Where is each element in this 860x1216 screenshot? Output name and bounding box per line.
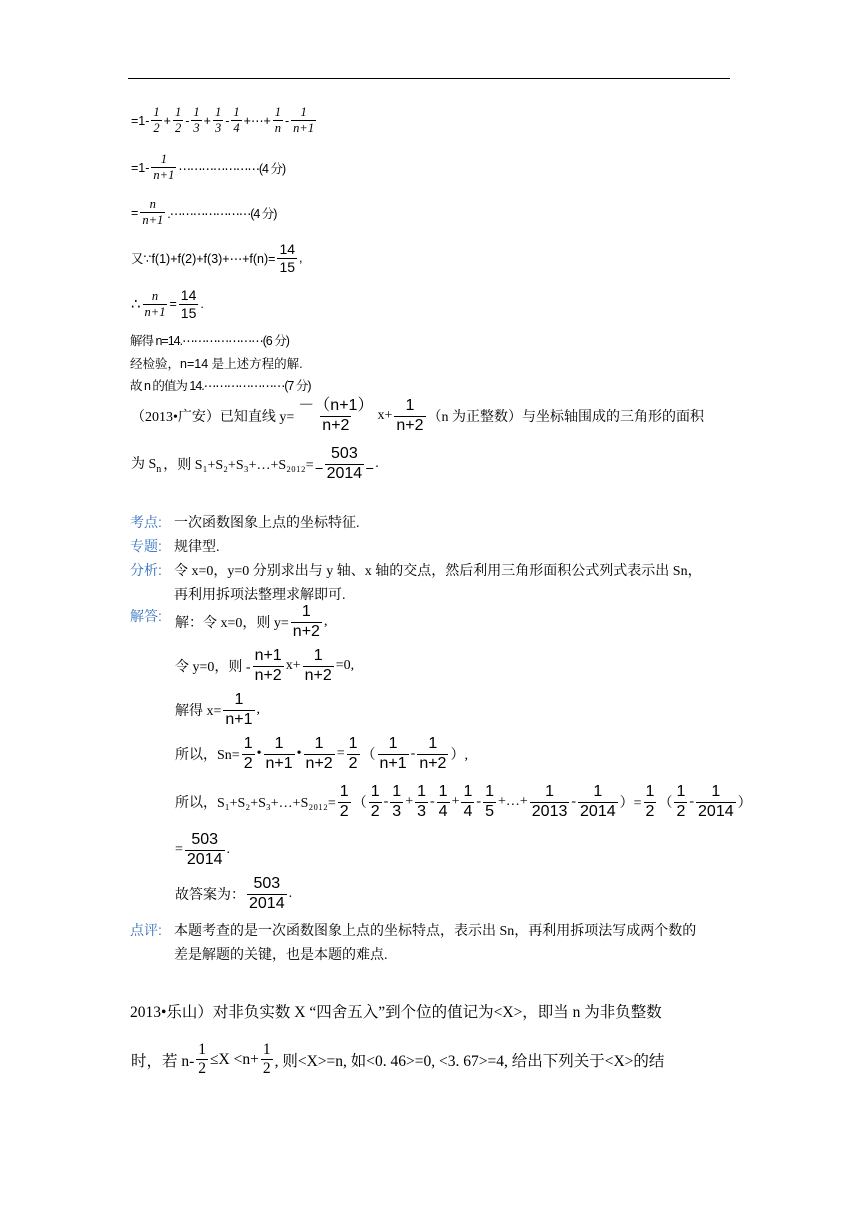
denominator: 4 [463,802,473,820]
math-text: - [285,113,290,128]
fraction [394,398,425,435]
eq-line-6: 解得 n=14.⋯⋯⋯⋯⋯⋯⋯(6 分) [130,334,289,348]
fraction [347,736,360,773]
fraction [261,1042,273,1078]
label-zhuanti: 专题: [130,538,162,554]
math-text: - [383,794,389,810]
denominator: n+2 [305,754,333,772]
math-text: x+ [377,408,393,424]
denominator: 2 [676,802,686,820]
numerator: 1 [198,1041,207,1058]
denominator: 2014 [249,894,285,912]
fraction [578,784,618,821]
fenxi-text-1: 令 x=0，y=0 分别求出与 y 轴、x 轴的交点，然后利用三角形面积公式列式表示出 Sn， [174,564,702,579]
math-text: ）= [619,796,642,812]
next-problem-line-1: 2013•乐山）对非负实数 X “四舍五入”到个位的值记为<X>，即当 n 为非负整数 [130,1004,662,1021]
solution-line-4 [174,736,469,773]
answer-fraction [325,446,365,483]
denominator: n+1 [293,121,315,136]
eq-line-1 [130,106,317,135]
fraction [303,648,334,685]
denominator: n+2 [304,666,332,684]
math-text: 时，若 n- [131,1052,195,1070]
math-text: ）, [450,748,468,764]
numerator: 1 [405,397,415,414]
numerator: 1 [313,647,323,664]
numerator: 14 [180,287,197,303]
math-text: - [410,746,416,762]
fraction [191,106,201,135]
numerator: 14 [279,241,296,257]
math-text: 故答案为： [175,888,245,904]
numerator: 1 [339,783,349,800]
kaodian-text: 一次函数图象上点的坐标特征. [174,516,360,531]
label-kaodian: 考点: [130,514,162,530]
math-text: 解得 x= [175,704,222,720]
denominator: 3 [193,121,200,136]
math-text: =1- [131,113,150,128]
math-text: ，则 S₁+S₂+S₃+…+S₂₀₁₂= [163,458,314,474]
denominator: 2013 [531,802,568,820]
fraction [291,604,322,641]
problem-line-1 [130,398,705,435]
denominator: 2014 [580,802,616,820]
eq-line-5 [130,288,205,320]
math-text: 所以，Sn= [175,748,240,764]
math-text: + [203,113,211,128]
math-text: （ [361,748,376,764]
fraction [231,106,241,135]
numerator: 1 [438,783,448,800]
numerator: 1 [193,105,200,119]
eq-line-3 [130,198,277,227]
solution-line-7 [174,876,293,913]
denominator: 2 [153,121,160,136]
fraction [196,1042,208,1078]
fraction [644,784,657,821]
numerator: 1 [388,735,398,752]
fraction [151,106,161,135]
label-jieda: 解答: [130,608,162,624]
fraction [437,784,450,821]
numerator: 1 [348,735,358,752]
header-rule [128,78,730,79]
denominator: 5 [485,802,494,820]
math-text: （ [658,796,673,812]
numerator: 1 [645,783,655,800]
fraction [253,648,284,685]
math-text: = [336,746,345,762]
math-text: - [571,794,577,810]
numerator: 1 [428,735,438,752]
numerator: 503 [253,875,281,892]
fraction [304,736,335,773]
math-text: ≤X <n+ [210,1050,259,1068]
math-text: - [225,113,230,128]
fraction [277,242,297,274]
numerator: 1 [301,603,311,620]
denominator: 2014 [186,850,223,868]
numerator: 1 [676,783,686,800]
dianping-text-1: 本题考查的是一次函数图象上点的坐标特点，表示出 Sn，再利用拆项法写成两个数的 [174,924,697,939]
solution-line-3 [174,692,261,729]
denominator: 15 [180,304,197,321]
fraction [417,736,448,773]
numerator: n [151,288,159,303]
math-text: =0, [335,658,355,674]
numerator: 1 [153,105,160,119]
math-text: 解：令 x=0，则 y= [175,616,289,632]
numerator: 1 [262,1041,271,1058]
math-text: , [323,614,328,630]
numerator: 1 [160,152,168,166]
numerator: －（n+1） [298,397,374,414]
denominator: 2 [262,1060,271,1078]
fraction [223,692,254,729]
math-text: + [405,794,414,810]
math-text: （2013•广安）已知直线 y= [131,410,295,426]
math-text: - [689,794,695,810]
math-text: , [256,702,261,718]
denominator: n+1 [142,213,164,228]
fraction [415,784,428,821]
denominator: n+1 [225,710,253,728]
denominator: n+2 [322,416,350,434]
numerator: 503 [191,831,219,848]
fraction [291,106,316,135]
denominator: n+1 [265,754,293,772]
eq-line-4 [130,242,304,274]
math-text: = [169,297,177,312]
dianping-text-2: 差是解题的关键，也是本题的难点. [174,948,388,963]
fraction [273,106,283,135]
math-text: + [163,113,171,128]
numerator: 1 [593,783,603,800]
math-text: . [226,842,230,858]
fraction [242,736,255,773]
math-text [316,456,323,472]
math-text: - [430,794,435,810]
solution-line-1 [174,604,328,641]
numerator: 1 [274,735,284,752]
denominator: 2 [370,802,380,820]
numerator: 1 [417,783,426,800]
math-text: 又∵f(1)+f(2)+f(3)+⋯+f(n)= [131,252,276,267]
fraction [338,784,351,821]
denominator: n [274,121,281,136]
fraction [179,288,199,320]
denominator: 15 [279,258,296,275]
numerator: 1 [274,105,281,119]
numerator: 1 [463,783,473,800]
fraction [378,736,409,773]
denominator: 3 [214,121,222,136]
numerator: 1 [174,105,182,119]
math-text: =1- [131,160,150,175]
math-text: = [175,842,183,858]
denominator: 2 [339,802,349,820]
fraction [185,832,225,869]
math-text: 所以，S₁+S₂+S₃+…+S₂₀₁₂= [175,796,336,812]
fraction [530,784,570,821]
numerator: 1 [233,105,240,119]
numerator: 1 [300,105,307,119]
math-text: . [200,297,204,312]
denominator: n+2 [419,754,447,772]
denominator: 2 [174,121,182,136]
fraction [151,153,176,182]
label-fenxi: 分析: [130,562,162,578]
math-text: 令 y=0，则 - [175,660,251,676]
fraction [483,784,496,821]
numerator: 503 [331,445,358,462]
numerator: 1 [314,735,324,752]
solution-line-5 [174,784,753,821]
solution-line-2 [174,648,355,685]
denominator: 2 [645,802,655,820]
math-text: - [185,113,190,128]
denominator: 3 [392,802,402,820]
denominator: n+1 [153,168,175,183]
math-text: 为 $S_n$ [131,457,162,476]
eq-line-2 [130,153,286,182]
denominator: n+2 [254,666,282,684]
denominator: n+2 [292,622,320,640]
fraction [461,784,474,821]
denominator: 3 [417,802,426,820]
denominator: 2014 [698,802,734,820]
math-text: +…+ [497,794,528,810]
denominator: 4 [438,802,448,820]
fraction [264,736,295,773]
fraction [173,106,183,135]
fraction [390,784,403,821]
zhuanti-text: 规律型. [174,540,220,555]
numerator: 1 [243,735,253,752]
numerator: 1 [214,105,222,119]
math-text: , [299,251,303,266]
fraction [213,106,223,135]
math-text: + [451,794,460,810]
numerator: 1 [392,783,402,800]
denominator: n+1 [144,304,166,319]
numerator: n+1 [254,647,282,664]
math-text: ∴ [131,296,141,314]
math-text: ⋯⋯⋯⋯⋯⋯⋯(4 分) [178,161,286,176]
eq-line-8: 故 n 的值为 14.⋯⋯⋯⋯⋯⋯⋯(7 分) [130,379,311,393]
denominator: n+2 [396,416,424,434]
math-text: • [296,746,302,762]
math-text: .⋯⋯⋯⋯⋯⋯⋯(4 分) [167,206,277,221]
math-text: x+ [285,658,301,674]
numerator: 1 [545,783,555,800]
numerator: 1 [711,783,721,800]
math-text: （ [352,796,367,812]
math-text: ） [737,796,752,812]
fenxi-text-2: 再利用拆项法整理求解即可. [174,588,346,603]
denominator: 2 [198,1060,207,1078]
numerator: n [149,197,156,211]
fraction [140,198,165,227]
math-text: , 则<X>=n, 如<0. 46>=0, <3. 67>=4, 给出下列关于<X>的结 [274,1052,665,1070]
math-text: +⋯+ [243,114,271,129]
eq-line-7: 经检验，n=14 是上述方程的解. [130,357,303,371]
math-text: . [375,456,379,472]
math-text: . [288,886,293,902]
denominator: 2 [243,754,253,772]
denominator: n+1 [379,754,407,772]
next-problem-line-2 [130,1042,665,1078]
fraction [296,398,375,435]
fraction [696,784,736,821]
label-dianping: 点评: [130,922,162,938]
math-text: （n 为正整数）与坐标轴围成的三角形的面积 [427,410,704,426]
numerator: 1 [234,691,244,708]
numerator: 1 [370,783,380,800]
math-text: = [131,205,139,220]
math-text: - [476,794,482,810]
fraction [674,784,687,821]
denominator: 2014 [326,464,363,482]
math-text: • [256,746,262,762]
numerator: 1 [485,783,494,800]
denominator: 4 [233,121,240,136]
denominator: 2 [348,754,358,772]
problem-line-2 [130,446,380,483]
fraction [247,876,287,913]
fraction [369,784,382,821]
math-text [366,456,373,472]
fraction [143,290,168,319]
solution-line-6 [174,832,231,869]
